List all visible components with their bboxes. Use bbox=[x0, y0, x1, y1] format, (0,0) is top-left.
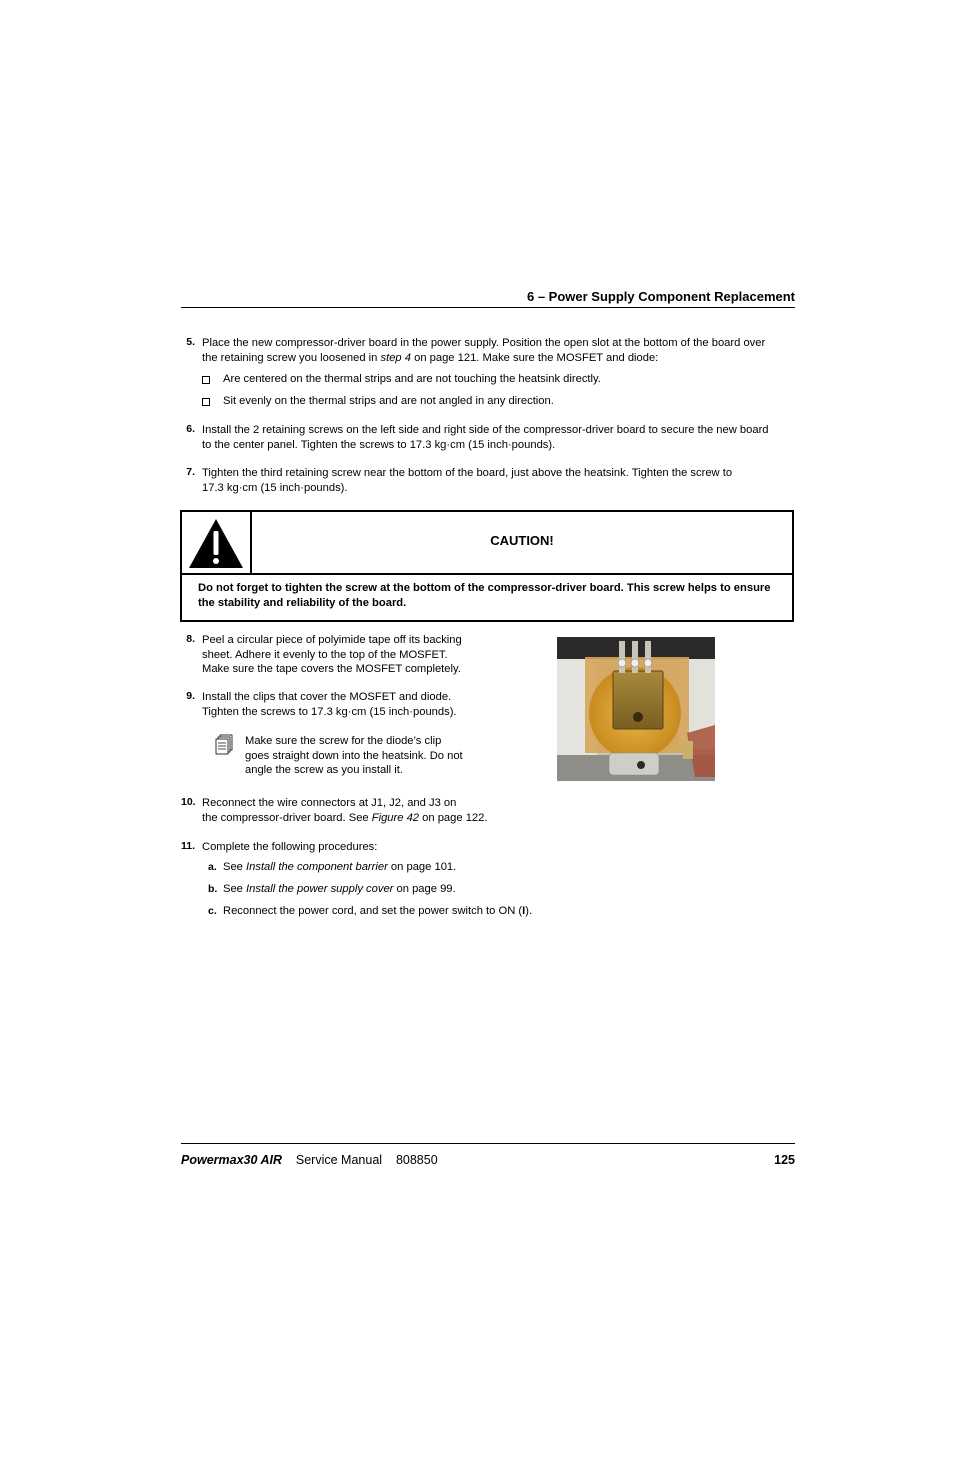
step-line: Tighten the third retaining screw near the bottom of the board, just above the heatsink. Tighten the screw to bbox=[202, 467, 733, 479]
step-line: sheet. Adhere it evenly to the top of the MOSFET. bbox=[202, 648, 448, 661]
step-number: 11. bbox=[181, 840, 196, 852]
step-line: to the center panel. Tighten the screws to 17.3 kg·cm (15 inch·pounds). bbox=[202, 438, 556, 451]
caution-message: Do not forget to tighten the screw at the bottom of the compressor-driver board. This screw helps to ensure the stability and reliability of the board. bbox=[198, 582, 771, 609]
step-line: Tighten the screws to 17.3 kg·cm (15 inch·pounds). bbox=[202, 705, 457, 718]
caution-title: CAUTION! bbox=[490, 533, 554, 548]
step-line: Install the clips that cover the MOSFET and diode. bbox=[202, 691, 452, 703]
step-line: 17.3 kg·cm (15 inch·pounds). bbox=[202, 481, 348, 494]
step-text bbox=[202, 840, 795, 855]
text-run: See bbox=[223, 861, 247, 873]
step-number: 5. bbox=[186, 336, 195, 348]
step-number: 8. bbox=[186, 633, 195, 645]
step-line: Place the new compressor-driver board in the power supply. Position the open slot at the bottom of the board over bbox=[202, 337, 766, 349]
text-run: on page 122. bbox=[419, 811, 488, 824]
caution-box bbox=[180, 510, 794, 622]
note-line: Make sure the screw for the diode’s clip bbox=[245, 735, 442, 747]
step-text bbox=[202, 796, 795, 825]
step-line bbox=[202, 811, 795, 826]
cross-reference-link[interactable]: Figure 42 bbox=[371, 811, 420, 824]
part-number: 808850 bbox=[395, 1153, 438, 1167]
text-run: on page 101. bbox=[387, 861, 457, 873]
product-name: Powermax30 AIR bbox=[181, 1153, 282, 1167]
caution-divider bbox=[182, 573, 792, 575]
checkbox-bullet-icon bbox=[202, 398, 210, 406]
checkbox-bullet-icon bbox=[202, 376, 210, 384]
step-line bbox=[202, 351, 795, 366]
text-run: the compressor-driver board. See bbox=[202, 811, 372, 824]
mosfet-photo bbox=[557, 637, 715, 781]
switch-on-symbol: I bbox=[522, 905, 526, 917]
text-run: Reconnect the power cord, and set the power switch to ON ( bbox=[223, 905, 523, 917]
text-run: See bbox=[223, 883, 247, 895]
note-pages-icon bbox=[214, 734, 234, 756]
cross-reference-link[interactable]: step 4 bbox=[380, 351, 411, 364]
mosfet-photo-image bbox=[557, 637, 715, 781]
cross-reference-link[interactable]: Install the component barrier bbox=[246, 861, 388, 873]
chapter-heading: 6 – Power Supply Component Replacement bbox=[527, 289, 795, 304]
note-line: angle the screw as you install it. bbox=[245, 764, 403, 777]
bullet-text: Sit evenly on the thermal strips and are not angled in any direction. bbox=[223, 395, 554, 407]
sub-step-text bbox=[223, 883, 792, 895]
note-line: goes straight down into the heatsink. Do not bbox=[245, 749, 463, 762]
step-text bbox=[202, 690, 481, 719]
bullet-text: Are centered on the thermal strips and are not touching the heatsink directly. bbox=[223, 373, 601, 385]
footer-rule bbox=[181, 1143, 795, 1144]
text-run: on page 99. bbox=[393, 883, 456, 895]
text-run: the retaining screw you loosened in bbox=[202, 351, 381, 364]
warning-triangle-icon bbox=[182, 512, 250, 573]
step-line: Reconnect the wire connectors at J1, J2, and J3 on bbox=[202, 797, 457, 809]
step-number: 10. bbox=[181, 796, 196, 808]
sub-step-label: b. bbox=[208, 883, 218, 895]
step-text bbox=[202, 466, 795, 495]
step-number: 6. bbox=[186, 423, 195, 435]
step-number: 9. bbox=[186, 690, 195, 702]
manual-name: Service Manual bbox=[295, 1153, 383, 1167]
note-text bbox=[245, 734, 484, 778]
sub-step-text bbox=[223, 905, 792, 917]
step-line: Peel a circular piece of polyimide tape off its backing bbox=[202, 634, 462, 646]
step-line: Make sure the tape covers the MOSFET completely. bbox=[202, 663, 461, 676]
step-text bbox=[202, 336, 795, 365]
sub-step-label: a. bbox=[208, 861, 217, 873]
step-text bbox=[202, 423, 795, 452]
sub-step-label: c. bbox=[208, 905, 217, 917]
text-run: ). bbox=[525, 905, 533, 917]
page-footer bbox=[181, 1153, 795, 1167]
step-line: Install the 2 retaining screws on the left side and right side of the compressor-driver board to secure the new board bbox=[202, 424, 769, 436]
step-text bbox=[202, 633, 481, 677]
header-rule bbox=[181, 307, 795, 308]
caution-icon-cell bbox=[182, 512, 252, 573]
step-number: 7. bbox=[186, 466, 195, 478]
step-line: Complete the following procedures: bbox=[202, 841, 378, 853]
sub-step-text bbox=[223, 861, 792, 873]
text-run: on page 121. Make sure the MOSFET and diode: bbox=[410, 351, 659, 364]
page-number: 125 bbox=[774, 1153, 795, 1167]
cross-reference-link[interactable]: Install the power supply cover bbox=[246, 883, 394, 895]
